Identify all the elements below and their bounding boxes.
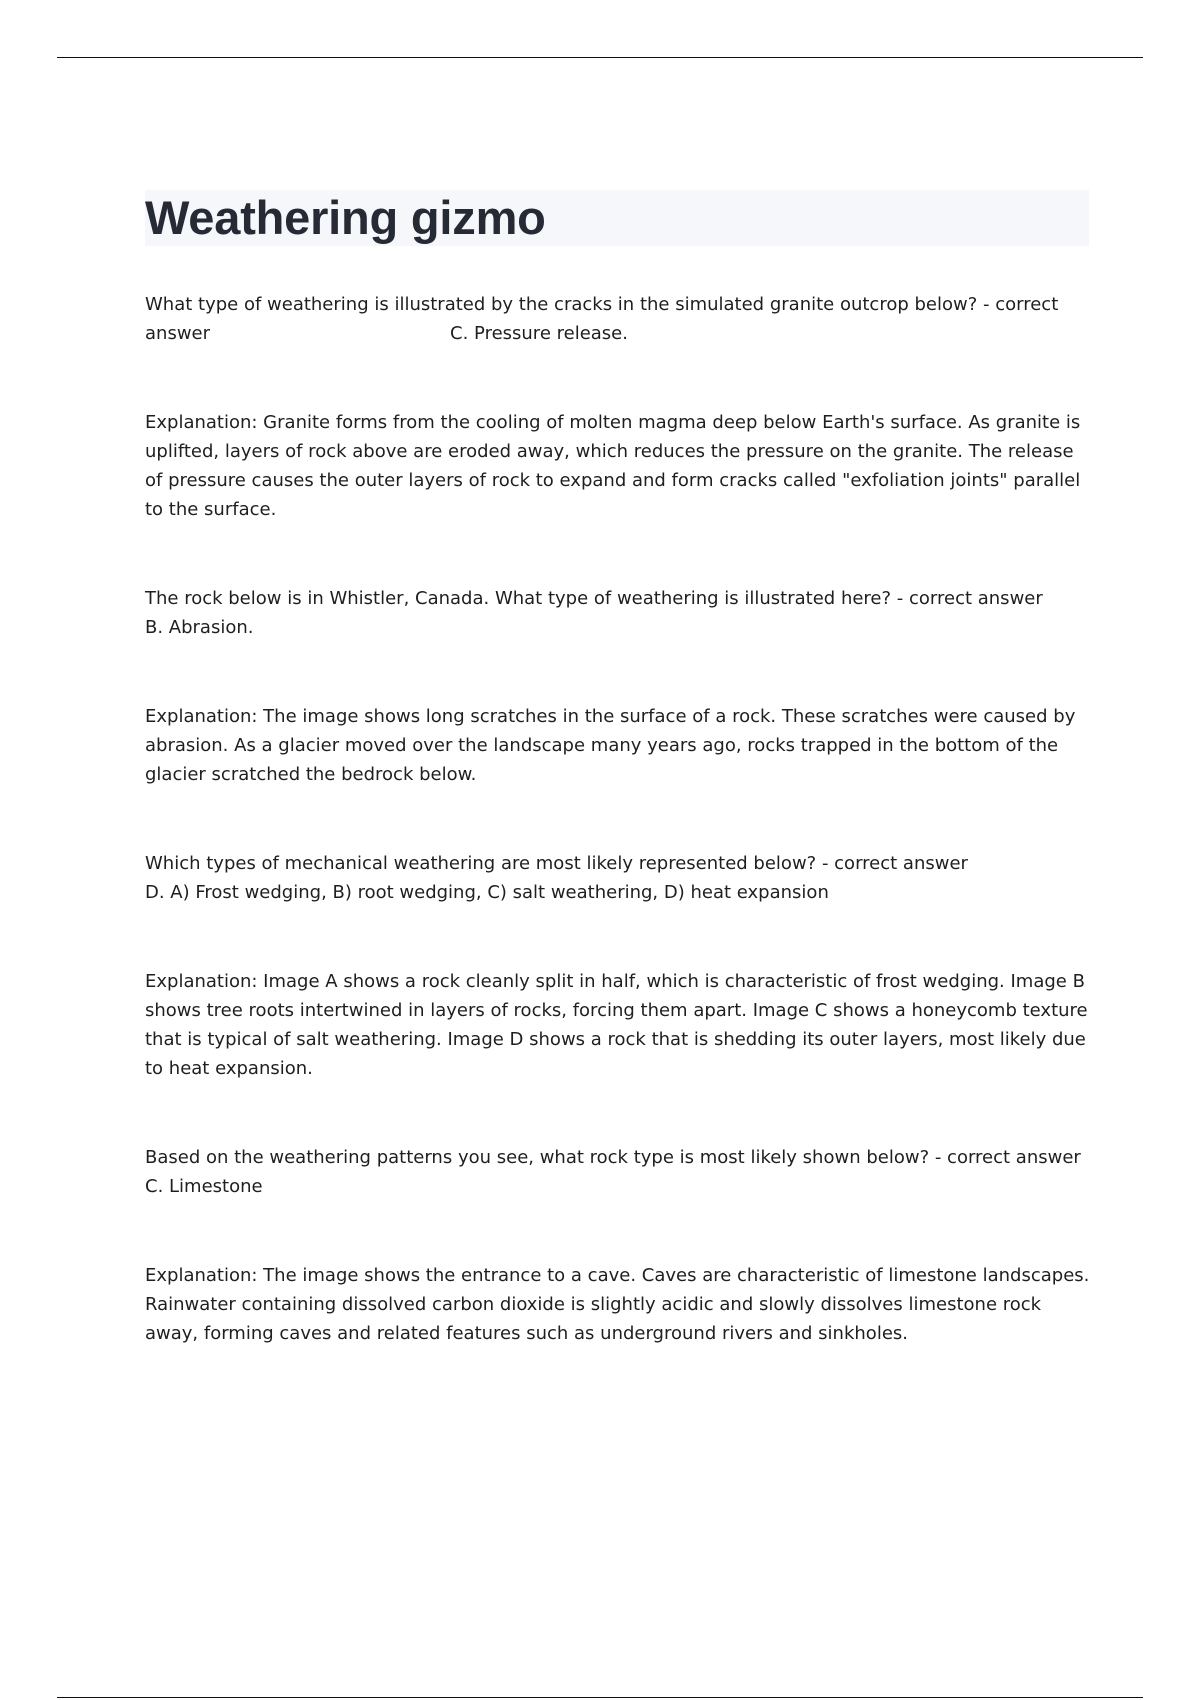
question-2 <box>145 584 1090 642</box>
answer-1: C. Pressure release. <box>450 323 628 344</box>
explanation-2: Explanation: The image shows long scratches in the surface of a rock. These scratches were caused by abrasion. As a glacier moved over the landscape many years ago, rocks trapped in the bottom of the glacier scratched the bedrock below. <box>145 706 1076 785</box>
question-1-text: What type of weathering is illustrated by the cracks in the simulated granite outcrop below? - correct <box>145 294 1059 315</box>
page-title: Weathering gizmo <box>145 191 546 244</box>
explanation-3: Explanation: Image A shows a rock cleanly split in half, which is characteristic of frost wedging. Image B shows tree roots intertwined in layers of rocks, forcing them apart. Image C shows a honeycomb texture that is typical of salt weathering. Image D shows a rock that is shedding its outer layers, most likely due to heat expansion. <box>145 971 1088 1079</box>
question-4-text: Based on the weathering patterns you see, what rock type is most likely shown below? - correct answer <box>145 1147 1081 1168</box>
question-1-tail: answer <box>145 323 211 344</box>
footer-rule <box>57 1697 1143 1698</box>
explanation-1: Explanation: Granite forms from the cooling of molten magma deep below Earth's surface. As granite is uplifted, layers of rock above are eroded away, which reduces the pressure on the granite. The release of pressure causes the outer layers of rock to expand and form cracks called "exfoliation joints" parallel to the surface. <box>145 412 1081 520</box>
question-3 <box>145 849 1090 907</box>
answer-4: C. Limestone <box>145 1176 263 1197</box>
header-rule <box>57 57 1143 58</box>
answer-2: B. Abrasion. <box>145 617 254 638</box>
question-4 <box>145 1143 1090 1201</box>
question-3-text: Which types of mechanical weathering are most likely represented below? - correct answer <box>145 853 968 874</box>
explanation-4: Explanation: The image shows the entrance to a cave. Caves are characteristic of limestone landscapes. Rainwater containing dissolved carbon dioxide is slightly acidic and slowly dissolves limestone rock away, forming caves and related features such as underground rivers and sinkholes. <box>145 1265 1090 1344</box>
question-1 <box>145 290 1090 348</box>
answer-3: D. A) Frost wedging, B) root wedging, C) salt weathering, D) heat expansion <box>145 882 829 903</box>
question-1-answer-line <box>145 319 1090 348</box>
question-2-text: The rock below is in Whistler, Canada. What type of weathering is illustrated here? - correct answer <box>145 588 1043 609</box>
document-body <box>145 290 1090 1348</box>
